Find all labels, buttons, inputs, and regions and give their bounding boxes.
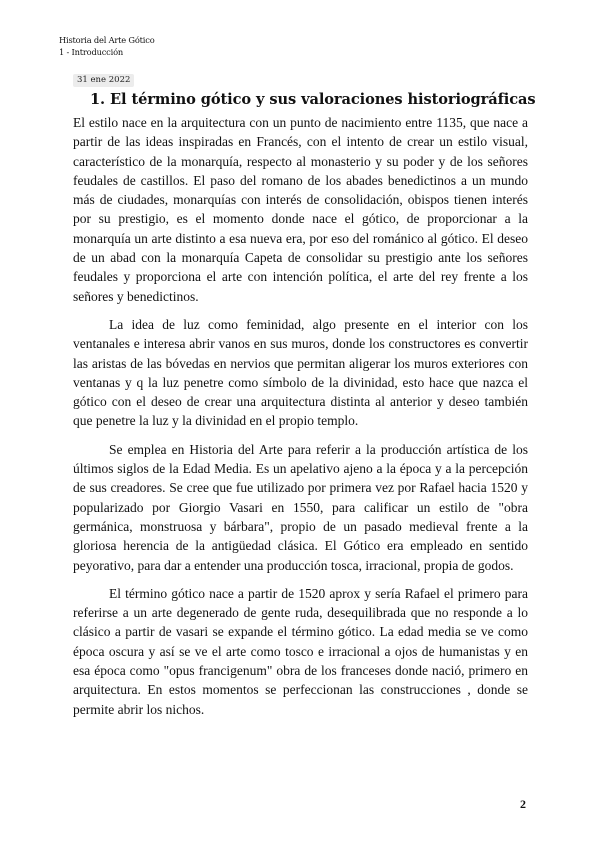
- date-badge: 31 ene 2022: [73, 74, 134, 87]
- paragraph: La idea de luz como feminidad, algo presente en el interior con los ventanales e interesa abrir vanos en sus muros, donde los constructores es convertir las aristas de las bóvedas en nervios que permitan aligerar los muros exteriores con ventanas y q la luz penetre como símbolo de la divinidad, esto hace que nazca el gótico con el deseo de crear una arquitectura distinta al anterior y deseo también que penetre la luz y la divinidad en el propio templo.: [73, 316, 528, 429]
- section-heading: 1. El término gótico y sus valoraciones historiográficas: [90, 91, 536, 108]
- course-title: Historia del Arte Gótico: [59, 35, 155, 45]
- body-text: [73, 113, 528, 728]
- page-number: 2: [520, 797, 526, 811]
- paragraph: Se emplea en Historia del Arte para referir a la producción artística de los últimos siglos de la Edad Media. Es un apelativo ajeno a la época y a la percepción de sus creadores. Se cree que fue utilizado por primera vez por Rafael hacia 1520 y popularizado por Giorgio Vasari en 1550, para calificar un estilo de "obra germánica, monstruosa y bárbara", propio de un pasado medieval frente a la gloriosa herencia de la antigüedad clásica. El Gótico era empleado en sentido peyorativo, para dar a entender una producción tosca, irracional, propia de godos.: [73, 441, 528, 573]
- running-header: [59, 34, 154, 58]
- section-label: 1 - Introducción: [59, 47, 124, 57]
- paragraph: El término gótico nace a partir de 1520 aprox y sería Rafael el primero para referirse a un arte degenerado de gente ruda, desequilibrada que no responde a lo clásico a partir de vasari se expande el término gótico. La edad media se ve como época oscura y así se ve el arte como tosco e irracional a ojos de humanistas y en esa época como "opus francigenum" obra de los franceses donde nació, primero en arquitectura. En estos momentos se perfeccionan las construcciones , donde se permite abrir los nichos.: [73, 585, 528, 717]
- paragraph: El estilo nace en la arquitectura con un punto de nacimiento entre 1135, que nace a partir de las ideas inspiradas en Francés, con el intento de crear un estilo visual, característico de la monarquía, respecto al monasterio y su poder y de los señores feudales de castillos. El paso del romano de los abades benedictinos a un mundo más de ciudades, monarquías con interés de consolidación, obispos tienen interés por su prestigio, es el momento donde nace el gótico, de proporcionar a la monarquía un arte distinto a esa nueva era, por eso del románico al gótico. El deseo de un abad con la monarquía Capeta de consolidar su prestigio ante los señores feudales y proporciona el arte con intención política, el arte del rey frente a los señores y benedictinos.: [73, 115, 528, 304]
